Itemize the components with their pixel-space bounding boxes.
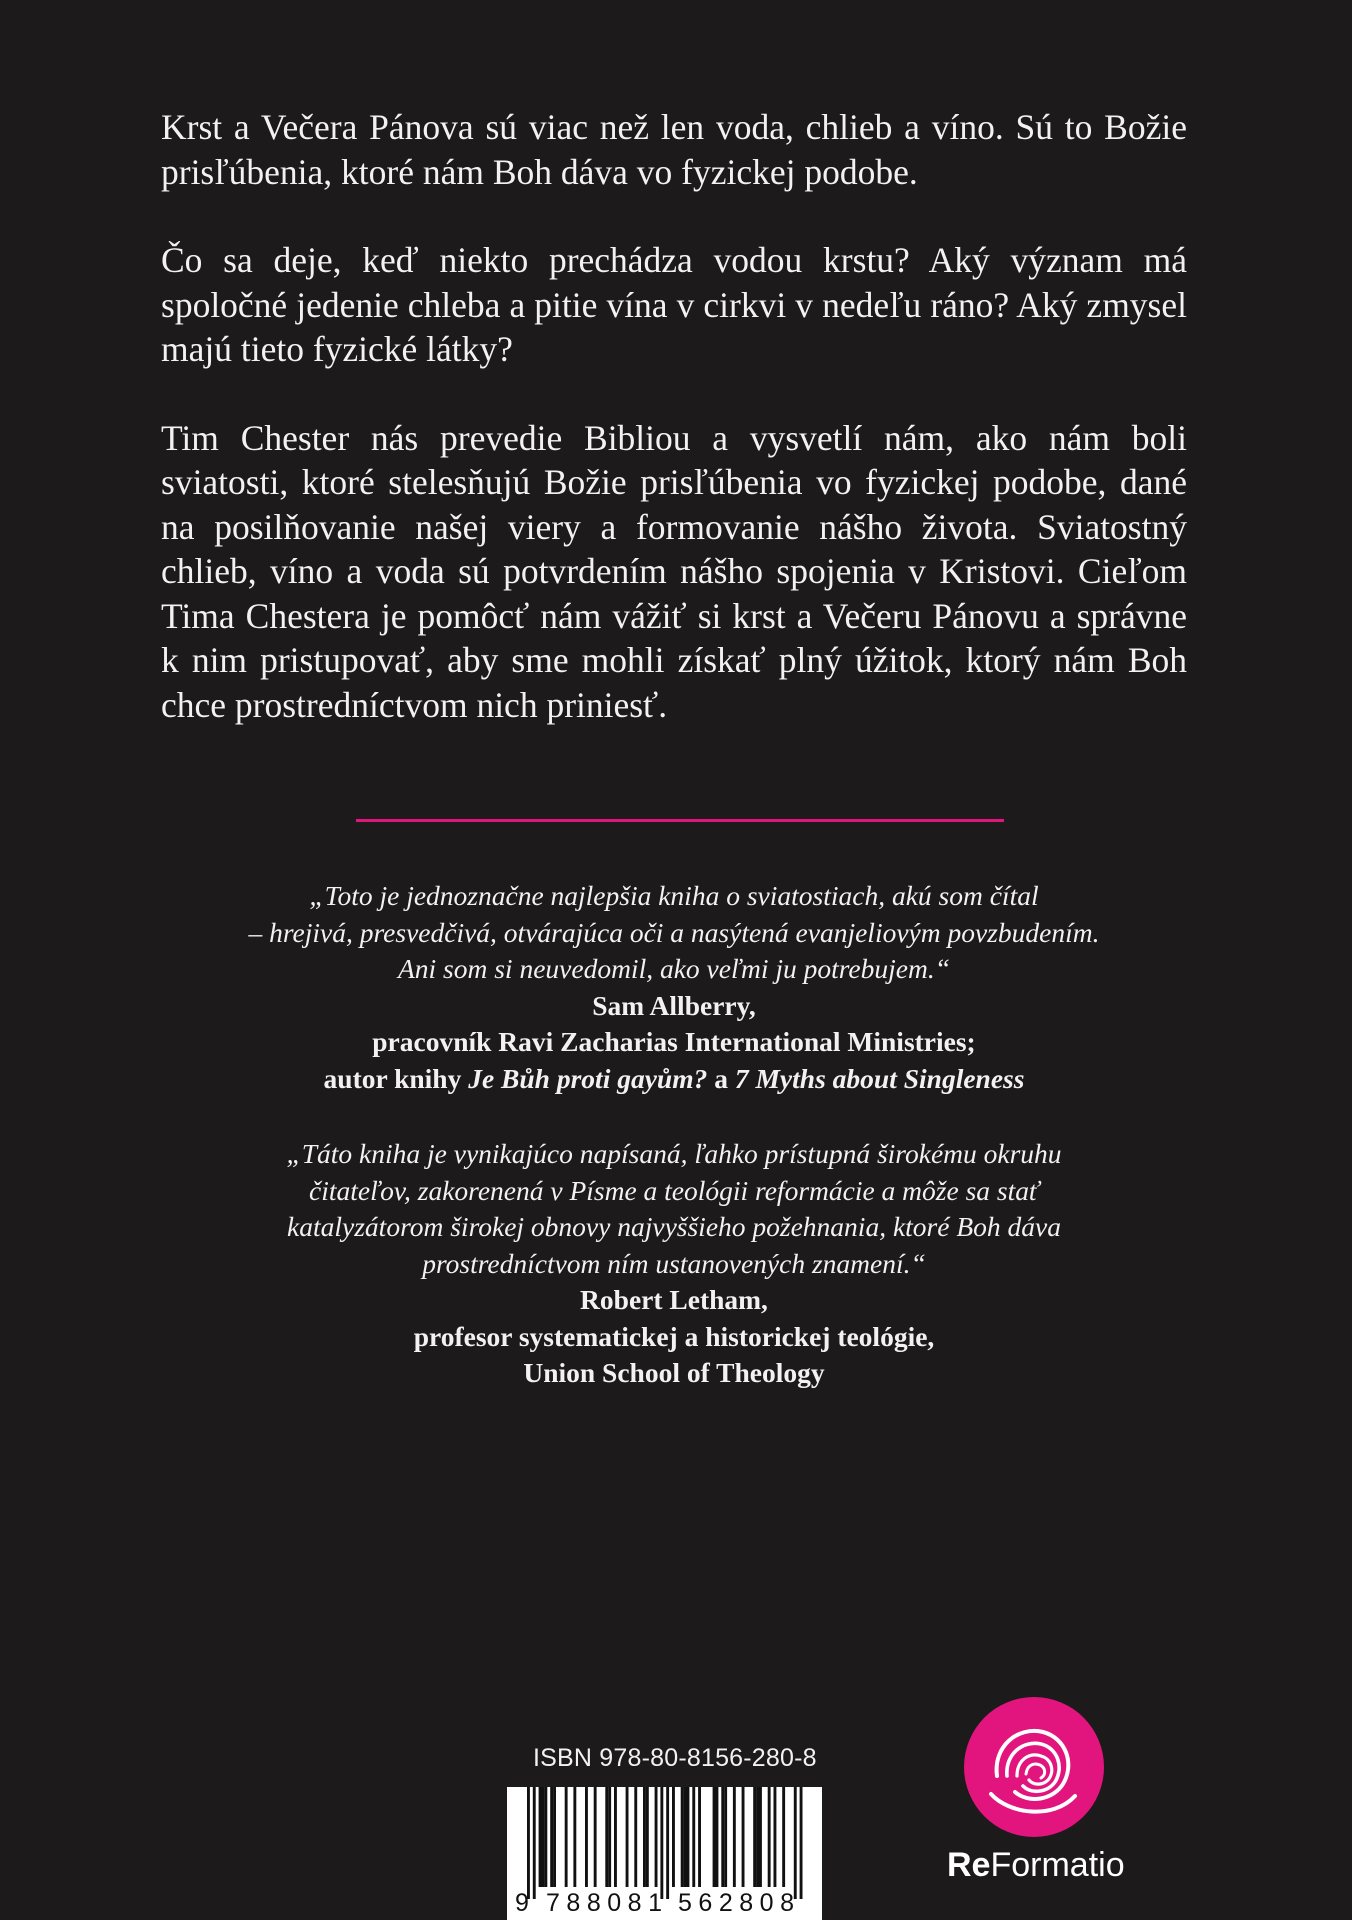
barcode-bar [768, 1787, 771, 1887]
quote-line: – hrejivá, presvedčivá, otvárajúca oči a nasýtená evanjeliovým povzbudením. [248, 916, 1100, 948]
barcode-bar [759, 1787, 762, 1887]
publisher-logo [947, 1696, 1151, 1884]
barcode-bar [553, 1787, 556, 1887]
barcode-bar [684, 1787, 687, 1887]
barcode-bar [687, 1787, 690, 1887]
quote-line: Ani som si neuvedomil, ako veľmi ju potrebujem.“ [397, 953, 950, 984]
barcode-bar [550, 1787, 553, 1887]
barcode-bars [527, 1787, 803, 1899]
barcode-bar [646, 1787, 649, 1887]
barcode-bar [527, 1787, 530, 1899]
barcode-graphic [507, 1787, 822, 1920]
books-separator: a [707, 1062, 735, 1094]
barcode-bar [626, 1787, 629, 1887]
endorser-name: Sam Allberry, [592, 989, 756, 1021]
barcode-bar [614, 1787, 617, 1887]
quote-line: čitateľov, zakorenená v Písme a teológii reformácie a môže sa stať [308, 1174, 1039, 1206]
barcode-bar [742, 1787, 745, 1887]
quote-line: „Toto je jednoznačne najlepšia kniha o sviatostiach, akú som čítal [309, 880, 1039, 911]
book-blurb [161, 105, 1187, 727]
barcode-bar [681, 1787, 684, 1887]
barcode-bar [594, 1787, 597, 1887]
barcode-bar [724, 1787, 727, 1887]
barcode-bar [753, 1787, 756, 1887]
barcode-bar [774, 1787, 777, 1887]
barcode-bar [692, 1787, 695, 1887]
barcode [507, 1787, 822, 1920]
endorser-role: profesor systematickej a historickej teológie, [413, 1320, 935, 1352]
publisher-name [947, 1846, 1167, 1885]
barcode-bar [660, 1787, 663, 1899]
endorser-role: pracovník Ravi Zacharias International Ministries; [372, 1026, 976, 1057]
barcode-bar [544, 1787, 547, 1887]
barcode-digit-lead: 9 [515, 1889, 529, 1917]
quote-line: prostredníctvom ním ustanovených znamení.“ [422, 1247, 926, 1279]
barcode-bar [655, 1787, 658, 1887]
endorser-institution: Union School of Theology [523, 1357, 825, 1388]
barcode-bar [698, 1787, 701, 1887]
barcode-bar [605, 1787, 608, 1887]
barcode-bar [794, 1787, 797, 1899]
quote-line: katalyzátorom širokej obnovy najvyššieho požehnania, ktoré Boh dáva [287, 1211, 1061, 1242]
publisher-name-rest: Formatio [990, 1846, 1125, 1884]
barcode-bar [573, 1787, 576, 1887]
barcode-bar [643, 1787, 646, 1887]
barcode-bar [565, 1787, 568, 1887]
endorsements [161, 878, 1187, 1392]
rose-spiral-icon [963, 1696, 1105, 1838]
endorsement-allberry [161, 878, 1187, 1097]
endorsement-letham [161, 1136, 1187, 1392]
endorser-books [161, 1061, 1187, 1098]
quote-line: „Táto kniha je vynikajúco napísaná, ľahko prístupná širokému okruhu [286, 1138, 1062, 1169]
barcode-digits-left: 788081 [546, 1889, 662, 1917]
blurb-paragraph-1: Krst a Večera Pánova sú viac než len voda, chlieb a víno. Sú to Božie prisľúbenia, ktoré nám Boh dáva vo fyzickej podobe. [161, 107, 1187, 192]
book-title-2: 7 Myths about Singleness [734, 1062, 1025, 1094]
barcode-bar [672, 1787, 675, 1887]
endorser-name: Robert Letham, [580, 1284, 768, 1315]
barcode-bar [733, 1787, 736, 1887]
blurb-paragraph-3: Tim Chester nás prevedie Bibliou a vysvetlí nám, ako nám boli sviatosti, ktoré stelesňujú Božie prisľúbenia vo fyzickej podobe, dané na posilňovanie našej viery a formovanie nášho života. Sviatostný chlieb, víno a voda sú potvrdením nášho spojenia v Kristovi. Cieľom Tima Chestera je pomôcť nám vážiť si krst a Večeru Pánovu a správne k nim pristupovať, aby sme mohli získať plný úžitok, ktorý nám Boh chce prostredníctvom nich priniesť. [161, 417, 1187, 725]
barcode-bar [634, 1787, 637, 1887]
barcode-bar [608, 1787, 611, 1887]
accent-divider [356, 819, 1004, 822]
barcode-bar [721, 1787, 724, 1887]
barcode-bar [539, 1787, 542, 1887]
barcode-bar [716, 1787, 719, 1887]
isbn-label: ISBN 978-80-8156-280-8 [533, 1744, 817, 1772]
barcode-bar [666, 1787, 669, 1899]
books-prefix: autor knihy [323, 1062, 469, 1094]
barcode-digits-right: 562808 [678, 1889, 794, 1917]
barcode-bar [756, 1787, 759, 1887]
barcode-bar [533, 1787, 536, 1899]
barcode-bar [542, 1787, 545, 1887]
barcode-bar [800, 1787, 803, 1899]
barcode-bar [713, 1787, 716, 1887]
book-title-1: Je Bůh proti gayům? [468, 1062, 708, 1094]
blurb-paragraph-2: Čo sa deje, keď niekto prechádza vodou krstu? Aký význam má spoločné jedenie chleba a pitie vína v cirkvi v nedeľu ráno? Aký zmysel majú tieto fyzické látky? [161, 240, 1187, 369]
barcode-bar [585, 1787, 588, 1887]
publisher-name-bold: Re [947, 1846, 991, 1884]
barcode-bar [782, 1787, 785, 1887]
